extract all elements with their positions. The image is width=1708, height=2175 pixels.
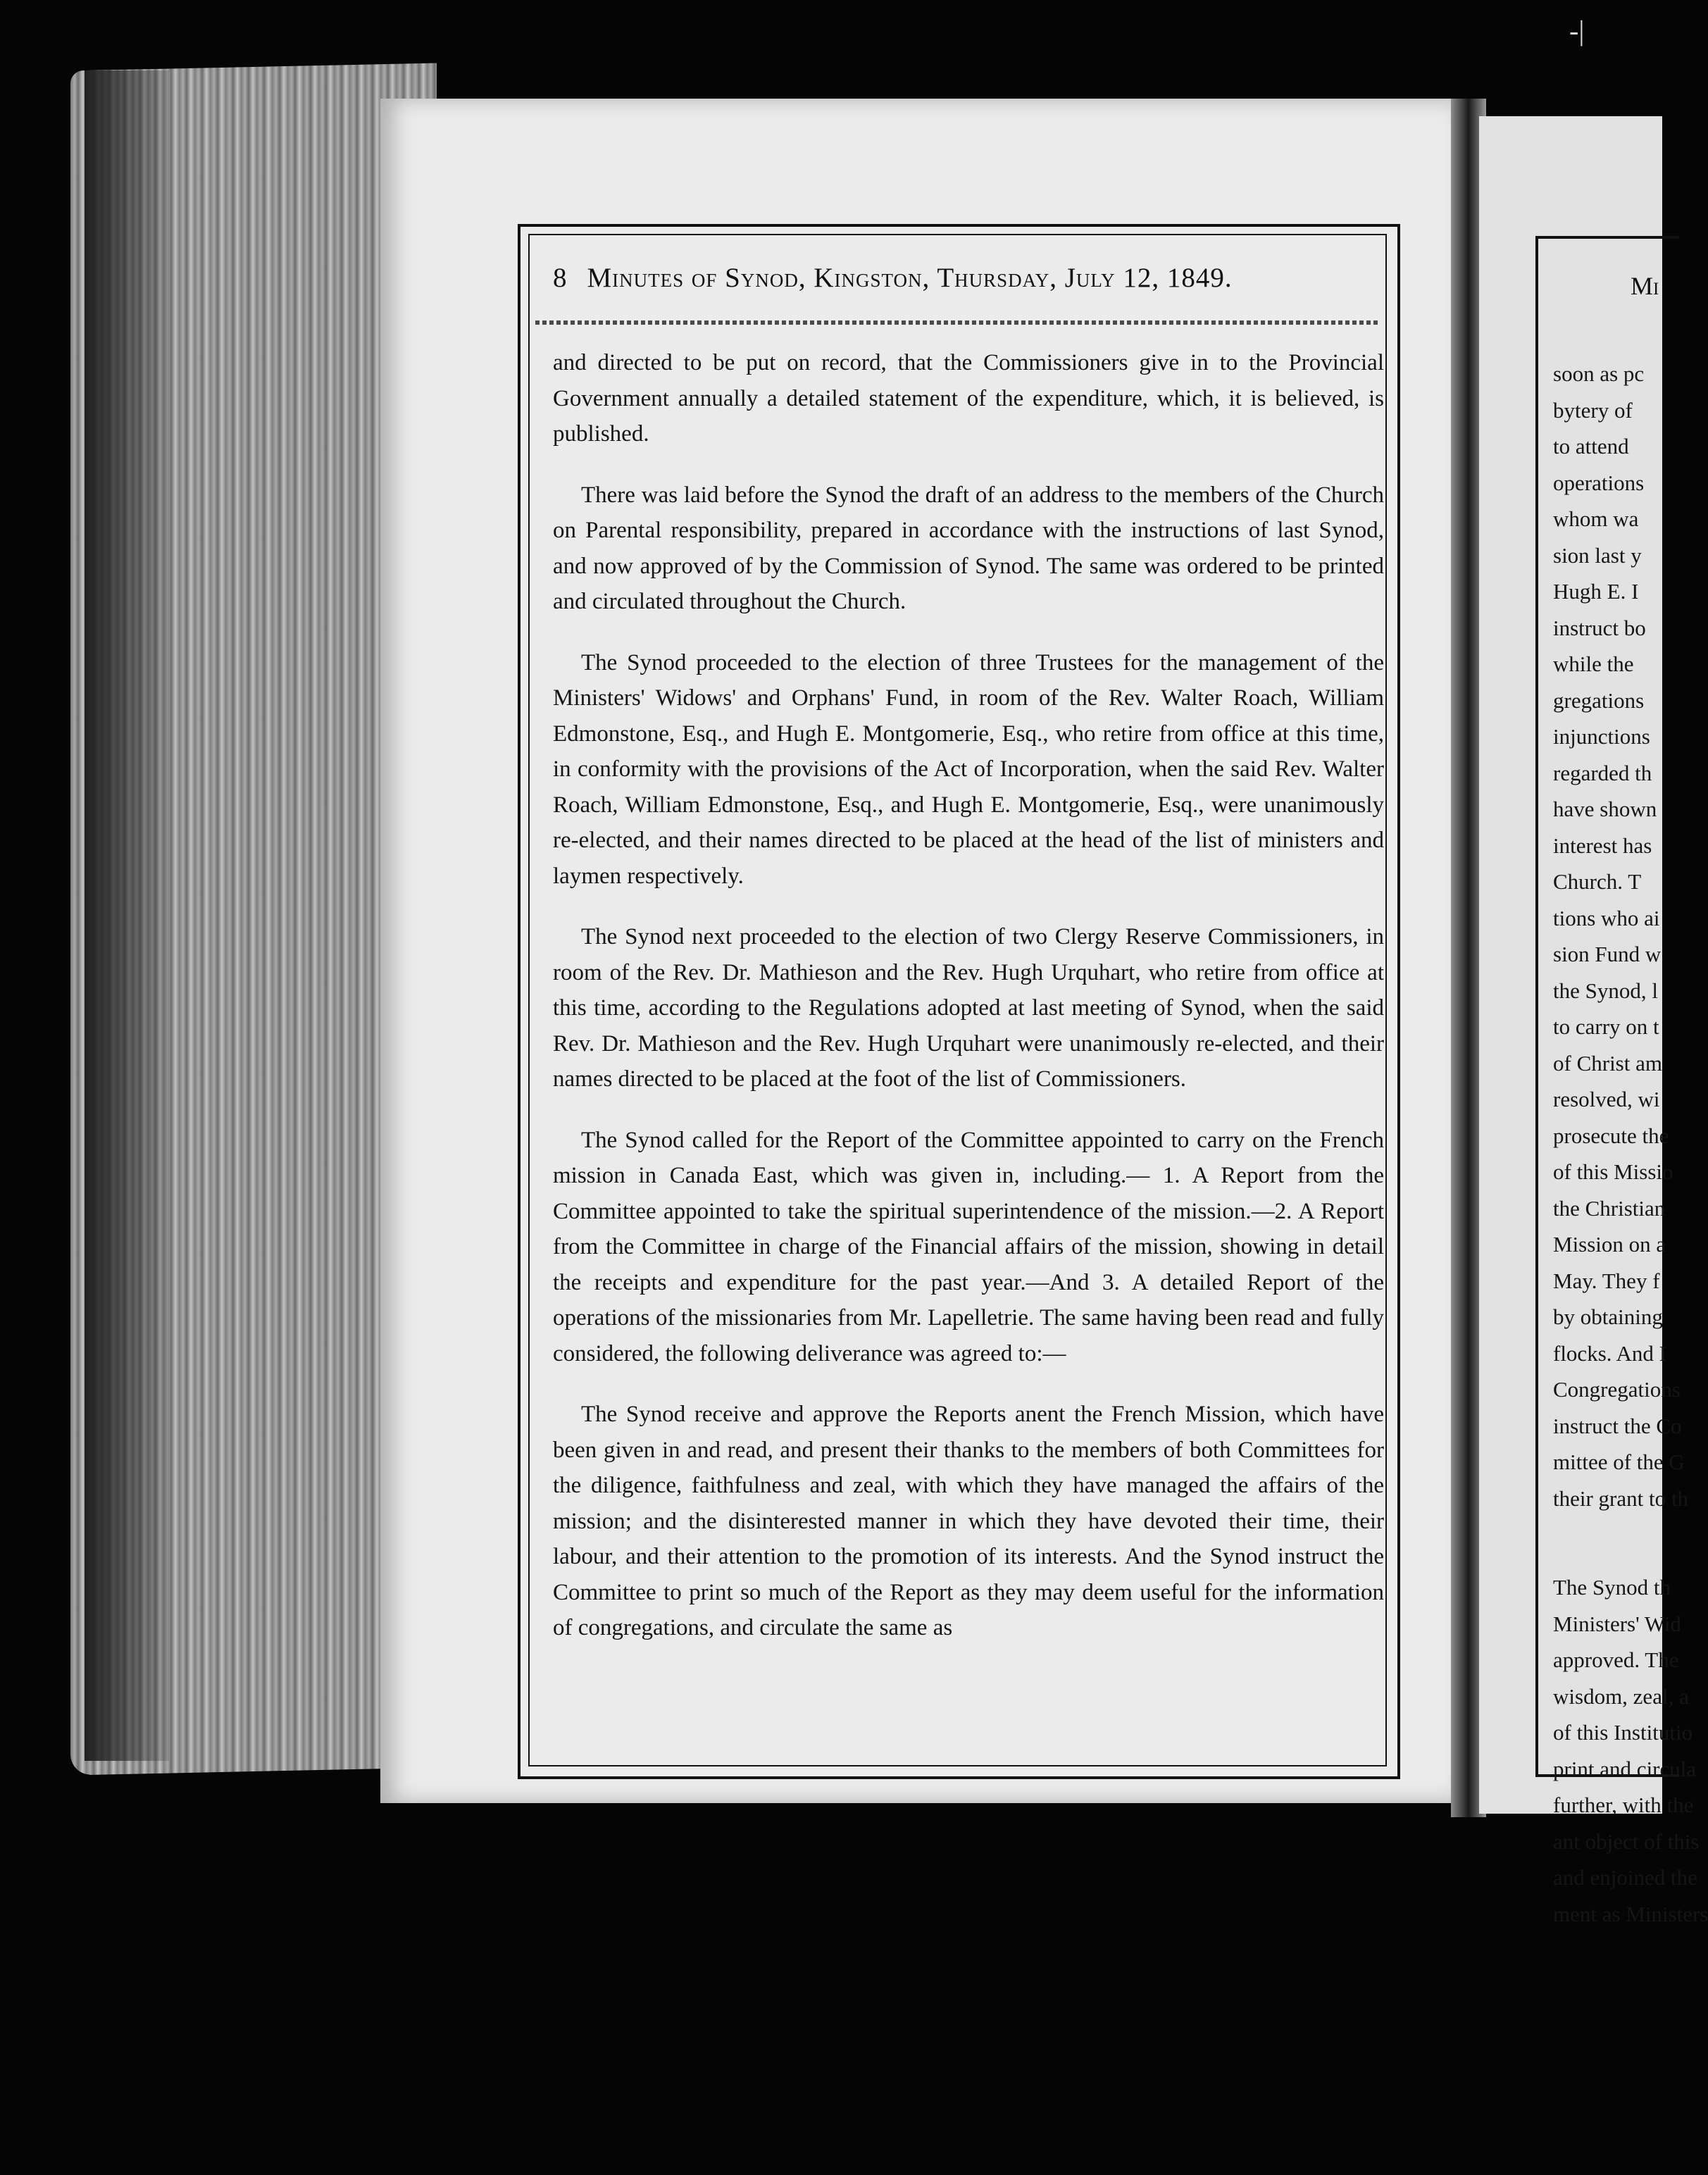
facing-line: May. They f [1553, 1268, 1660, 1293]
facing-page-text [1553, 356, 1708, 1932]
facing-line: approved. The [1553, 1647, 1679, 1672]
page-number: 8 [553, 263, 568, 293]
page-body [553, 345, 1384, 1671]
facing-line: tions who ai [1553, 905, 1660, 930]
facing-line: wisdom, zeal, a [1553, 1683, 1689, 1709]
facing-line: interest has [1553, 833, 1652, 858]
paragraph-parental-address: There was laid before the Synod the draft of an address to the members of the Church on Parental responsibility, prepared in accordance with the instructions of last Synod, and now approved of by the Commission of Synod. The same was ordered to be printed and circulated throughout the Church. [553, 482, 1384, 614]
header-rule [535, 320, 1380, 325]
paragraph-trustees-election: The Synod proceeded to the election of three Trustees for the management of the Ministers' Widows' and Orphans' Fund, in room of the Rev. Walter Roach, William Edmonstone, Esq., and Hugh E. Montgomerie, Esq., who retire from office at this time, in conformity with the provisions of the Act of Incorporation, when the said Rev. Walter Roach, William Edmonstone, Esq., and Hugh E. Montgomerie, Esq., were unanimously re-elected, and their names directed to be placed at the head of the list of ministers and laymen respectively. [553, 649, 1384, 889]
facing-line: ant object of this [1553, 1828, 1700, 1854]
facing-line: Church. T [1553, 869, 1642, 894]
facing-line: operations [1553, 470, 1645, 495]
paragraph-continuation: and directed to be put on record, that the Commissioners give in to the Provincial Government annually a detailed statement of the expenditure, which, it is believed, is published. [553, 350, 1384, 447]
facing-line: further, with the [1553, 1793, 1694, 1817]
book-edge-shadow [85, 70, 169, 1761]
facing-line: regarded th [1553, 760, 1652, 785]
facing-line: their grant to th [1553, 1485, 1688, 1511]
facing-line: the Christian [1553, 1195, 1666, 1221]
facing-line: instruct bo [1553, 615, 1646, 640]
facing-line: Mission on a [1553, 1232, 1666, 1257]
header-title: Minutes of Synod, Kingston, Thursday, July 12, 1849. [587, 263, 1233, 293]
facing-line: and enjoined the [1553, 1865, 1697, 1890]
facing-line: of this Institutio [1553, 1720, 1693, 1745]
facing-line: to carry on t [1553, 1014, 1659, 1039]
facing-paragraph-gap [1553, 1516, 1694, 1569]
facing-line: resolved, wi [1553, 1087, 1660, 1111]
facing-line: of this Missio [1553, 1159, 1673, 1184]
facing-line: print and circula [1553, 1756, 1697, 1781]
paragraph-french-mission-report: The Synod called for the Report of the Committee appointed to carry on the French mission in Canada East, which was given in, including.— 1. A Report from the Committee appointed to take the spiritual superintendence of the mission.—2. A Report from the Committee in charge of the Financial affairs of the mission, showing in detail the receipts and expenditure for the past year.—And 3. A detailed Report of the operations of the missionaries from Mr. Lapelletrie. The same having been read and fully considered, the following deliverance was agreed to:— [553, 1127, 1384, 1366]
paragraph-clergy-reserve: The Synod next proceeded to the election of two Clergy Reserve Commissioners, in room of the Rev. Dr. Mathieson and the Rev. Hugh Urquhart, who retire from office at this time, according to the Regulations adopted at last meeting of Synod, when the said Rev. Dr. Mathieson and the Rev. Hugh Urquhart were unanimously re-elected, and their names directed to be placed at the foot of the list of Commissioners. [553, 924, 1384, 1092]
corner-mark: -| [1569, 15, 1585, 46]
facing-line: sion Fund w [1553, 942, 1662, 966]
facing-line: to attend [1553, 434, 1629, 459]
facing-line: gregations [1553, 687, 1645, 713]
facing-line: instruct the Co [1553, 1413, 1682, 1438]
facing-line: have shown [1553, 797, 1657, 821]
facing-line: Ministers' Wid [1553, 1611, 1682, 1636]
facing-line: soon as pc [1553, 361, 1645, 386]
facing-line: sion last y [1553, 542, 1642, 568]
paragraph-synod-deliverance: The Synod receive and approve the Reports anent the French Mission, which have been given in and read, and present their thanks to the members of both Committees for the diligence, faithfulness and zeal, with which they have managed the affairs of the mission; and the disinterested manner in which they have devoted their time, their labour, and their attention to the promotion of its interests. And the Synod instruct the Committee to print so much of the Report as they may deem useful for the information of congregations, and circulate the same as [553, 1402, 1384, 1640]
facing-line: the Synod, l [1553, 978, 1658, 1003]
facing-line: injunctions [1553, 724, 1650, 749]
facing-line: while the [1553, 652, 1634, 676]
facing-line: Hugh E. I [1553, 579, 1639, 604]
facing-line: flocks. And I [1553, 1340, 1667, 1366]
facing-line: by obtaining [1553, 1304, 1663, 1329]
facing-line: bytery of [1553, 397, 1633, 423]
facing-line: The Synod th [1553, 1575, 1671, 1600]
facing-line: mittee of the G [1553, 1450, 1685, 1474]
facing-line: of Christ am [1553, 1050, 1662, 1076]
facing-line: Congregations [1553, 1377, 1681, 1402]
facing-line: whom wa [1553, 506, 1639, 531]
facing-line: prosecute the [1553, 1123, 1669, 1148]
facing-page-header: Mi [1631, 272, 1659, 300]
running-header [553, 262, 1370, 294]
facing-line: ment as Ministers [1553, 1901, 1708, 1926]
